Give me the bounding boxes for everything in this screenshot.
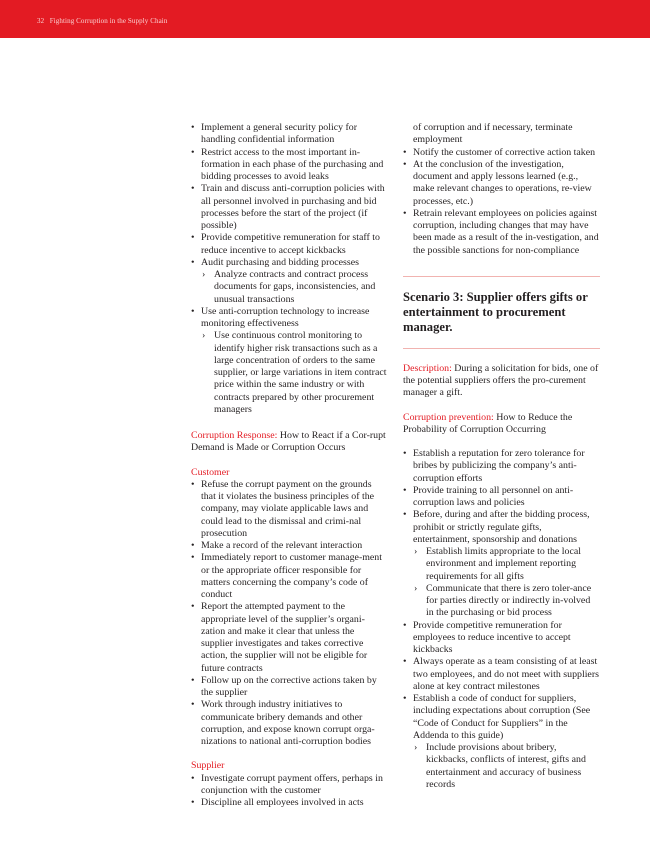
list-item: • Before, during and after the bidding process, prohibit or strictly regulate gifts, entertainment, sponsorship and donations (403, 509, 600, 546)
description-label: Description: (403, 362, 452, 374)
list-item: • Establish a reputation for zero tolerance for bribes by publicizing the company’s anti-corruption efforts (403, 448, 600, 485)
list-item: • Follow up on the corrective actions taken by the supplier (191, 675, 387, 700)
header-bar (0, 0, 650, 38)
prevention-label: Corruption prevention: (403, 411, 494, 423)
list-item: • Audit purchasing and bidding processes (191, 257, 387, 269)
prevention-list (403, 448, 600, 791)
list-item: • Use anti-corruption technology to increase monitoring effectiveness (191, 306, 387, 331)
chevron-right-icon: › (414, 546, 418, 557)
supplier-heading: Supplier (191, 760, 225, 772)
divider (403, 348, 600, 349)
list-item: • Retrain relevant employees on policies against corruption, including changes that may have been made as a result of the in-vestigation, and the possible sanctions for non-compliance (403, 208, 600, 257)
sub-list-item (403, 742, 600, 791)
chevron-right-icon: › (414, 742, 418, 753)
response-heading (191, 430, 387, 455)
list-item: • Always operate as a team consisting of at least two employees, and do not meet with suppliers alone at key contract milestones (403, 656, 600, 693)
list-item: • Immediately report to customer manage-ment or the appropriate officer responsible for matters concerning the company’s code of conduct (191, 552, 387, 601)
divider (403, 276, 600, 277)
list-item: • Provide competitive remuneration for staff to reduce incentive to accept kickbacks (191, 232, 387, 257)
sub-list-item (191, 269, 387, 306)
sub-list-item-text: Use continuous control monitoring to identify higher risk transactions such as a large concentration of orders to the same supplier, or large variations in item contract price within the same industry or with contracts prepared by other procurement managers (214, 330, 387, 415)
list-item: • Establish a code of conduct for suppliers, including expectations about corruption (See “Code of Conduct for Suppliers” in the Addenda to this guide) (403, 693, 600, 742)
supplier-list (191, 773, 387, 810)
sub-list-item-text: Analyze contracts and contract process documents for gaps, inconsistencies, and unusual transactions (214, 269, 376, 305)
list-item: • Provide training to all personnel on anti-corruption laws and policies (403, 485, 600, 510)
prevention-heading (403, 412, 600, 437)
response-label: Corruption Response: (191, 430, 278, 441)
document-title: Fighting Corruption in the Supply Chain (49, 17, 168, 25)
list-item: • Make a record of the relevant interaction (191, 540, 387, 552)
sub-list-item-text: Communicate that there is zero toler-ance for parties directly or indirectly in-volved in the purchasing or bid process (426, 582, 592, 619)
page-number: 32 (37, 17, 45, 25)
list-item: • Notify the customer of corrective action taken (403, 147, 600, 159)
running-header (37, 17, 167, 25)
left-column (191, 122, 387, 809)
prevention-text: How to Reduce the Probability of Corruption Occurring (403, 411, 573, 435)
chevron-right-icon: › (202, 330, 206, 342)
list-item: • Work through industry initiatives to communicate bribery demands and other corruption, and expose known corrupt orga-nizations to national anti-corruption bodies (191, 699, 387, 748)
customer-list (191, 479, 387, 749)
right-column (403, 122, 600, 791)
response-text: How to React if a Cor-rupt Demand is Made or Corruption Occurs (191, 430, 386, 454)
sub-list-item-text: Establish limits appropriate to the local environment and implement reporting requirements for all gifts (426, 546, 581, 582)
list-item: • Provide competitive remuneration for employees to reduce incentive to accept kickbacks (403, 620, 600, 657)
description-text: During a solicitation for bids, one of the potential suppliers offers the pro-curement manager a gift. (403, 362, 599, 399)
list-item: • Train and discuss anti-corruption policies with all personnel involved in purchasing and bid processes before the start of the project (if possible) (191, 183, 387, 232)
chevron-right-icon: › (414, 582, 418, 594)
list-item: • Investigate corrupt payment offers, perhaps in conjunction with the customer (191, 773, 387, 798)
sub-list-item (403, 583, 600, 620)
continuation-text: of corruption and if necessary, terminate employment (413, 122, 573, 146)
list-item: • Refuse the corrupt payment on the grounds that it violates the business principles of the company, may violate applicable laws and could lead to the dismissal and crimi-nal prosecution (191, 479, 387, 540)
followup-list (403, 147, 600, 257)
customer-heading: Customer (191, 466, 230, 478)
list-item: • Restrict access to the most important in-formation in each phase of the purchasing and bidding processes to avoid leaks (191, 147, 387, 184)
scenario-title: Scenario 3: Supplier offers gifts or entertainment to procurement manager. (403, 289, 588, 334)
list-item: • At the conclusion of the investigation, document and apply lessons learned (e.g., make relevant changes to operations, re-view processes, etc.) (403, 159, 600, 208)
chevron-right-icon: › (202, 269, 206, 280)
security-list (191, 122, 387, 416)
list-item: • Report the attempted payment to the appropriate level of the supplier’s organi-zation and make it clear that unless the supplier investigates and takes corrective action, the supplier will not be eligible for future contracts (191, 601, 387, 675)
list-item: • Implement a general security policy for handling confidential information (191, 122, 387, 147)
list-item: • Discipline all employees involved in acts (191, 797, 387, 809)
sub-list-item (403, 546, 600, 583)
sub-list-item (191, 330, 387, 416)
description (403, 363, 600, 400)
sub-list-item-text: Include provisions about bribery, kickbacks, conflicts of interest, gifts and entertainment and accuracy of business records (426, 742, 586, 790)
